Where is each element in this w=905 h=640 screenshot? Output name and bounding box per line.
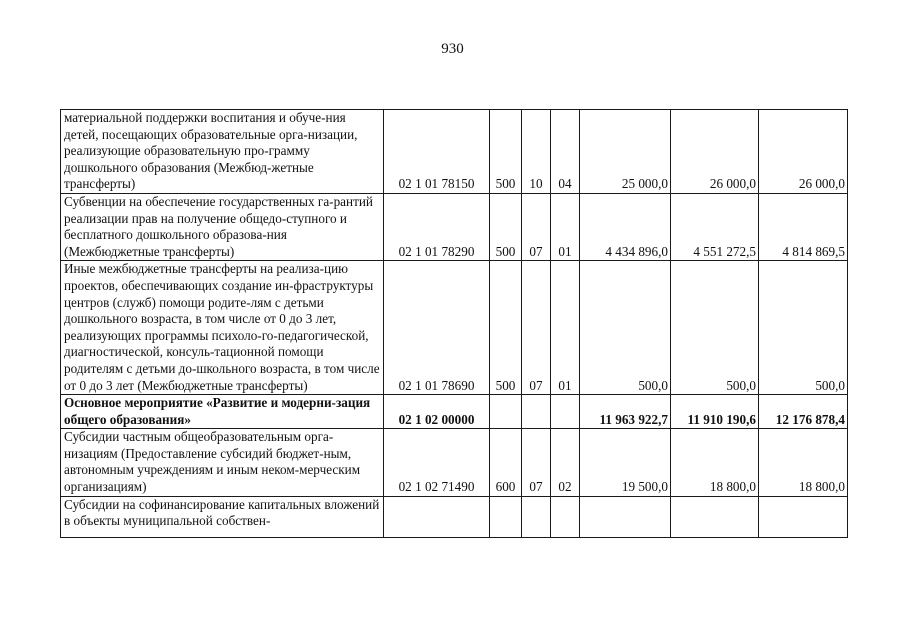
row-amount-year-2: 26 000,0 (671, 110, 759, 194)
row-target-code: 02 1 01 78690 (384, 261, 490, 395)
page-number: 930 (441, 41, 464, 57)
row-subsection: 02 (551, 429, 580, 496)
row-description: Субсидии частным общеобразовательным орга-низациям (Предоставление субсидий бюджет-ным, автономным учреждениям и иным неком-мерческим организациям) (61, 429, 384, 496)
row-section: 07 (522, 261, 551, 395)
row-description: Основное мероприятие «Развитие и модерни-зация общего образования» (61, 395, 384, 429)
row-description: Субвенции на обеспечение государственных га-рантий реализации прав на получение общедо-ступного и бесплатного дошкольного образова-ния (Межбюджетные трансферты) (61, 193, 384, 260)
row-amount-year-3 (759, 496, 848, 537)
row-amount-year-1 (580, 496, 671, 537)
row-amount-year-1: 25 000,0 (580, 110, 671, 194)
row-description: Субсидии на софинансирование капитальных вложений в объекты муниципальной собствен- (61, 496, 384, 537)
row-subsection (551, 496, 580, 537)
row-target-code: 02 1 02 00000 (384, 395, 490, 429)
row-expense-type: 500 (490, 110, 522, 194)
budget-table (60, 109, 848, 538)
table-row-main-activity (61, 395, 848, 429)
row-amount-year-3: 500,0 (759, 261, 848, 395)
row-target-code: 02 1 01 78150 (384, 110, 490, 194)
row-section: 10 (522, 110, 551, 194)
row-target-code: 02 1 02 71490 (384, 429, 490, 496)
row-description: материальной поддержки воспитания и обуче-ния детей, посещающих образовательные орга-низации, реализующие образовательную про-грамму дошкольного образования (Межбюд-жетные трансферты) (61, 110, 384, 194)
row-expense-type: 500 (490, 193, 522, 260)
row-section (522, 395, 551, 429)
row-amount-year-2: 18 800,0 (671, 429, 759, 496)
row-amount-year-1: 4 434 896,0 (580, 193, 671, 260)
row-amount-year-2: 4 551 272,5 (671, 193, 759, 260)
row-section: 07 (522, 193, 551, 260)
row-target-code: 02 1 01 78290 (384, 193, 490, 260)
row-subsection (551, 395, 580, 429)
row-amount-year-1: 11 963 922,7 (580, 395, 671, 429)
row-target-code (384, 496, 490, 537)
table-row (61, 110, 848, 194)
table-row (61, 261, 848, 395)
table-row (61, 429, 848, 496)
row-expense-type: 500 (490, 261, 522, 395)
row-amount-year-2 (671, 496, 759, 537)
row-amount-year-3: 4 814 869,5 (759, 193, 848, 260)
row-amount-year-1: 500,0 (580, 261, 671, 395)
row-section: 07 (522, 429, 551, 496)
row-amount-year-2: 500,0 (671, 261, 759, 395)
row-expense-type (490, 496, 522, 537)
row-section (522, 496, 551, 537)
row-expense-type (490, 395, 522, 429)
row-amount-year-3: 18 800,0 (759, 429, 848, 496)
row-subsection: 01 (551, 193, 580, 260)
row-amount-year-2: 11 910 190,6 (671, 395, 759, 429)
row-expense-type: 600 (490, 429, 522, 496)
row-subsection: 01 (551, 261, 580, 395)
row-amount-year-1: 19 500,0 (580, 429, 671, 496)
table-row (61, 496, 848, 537)
row-amount-year-3: 26 000,0 (759, 110, 848, 194)
row-amount-year-3: 12 176 878,4 (759, 395, 848, 429)
table-row (61, 193, 848, 260)
row-description: Иные межбюджетные трансферты на реализа-цию проектов, обеспечивающих создание ин-фраструктуры центров (служб) помощи родите-лям с детьми дошкольного возраста, в том числе от 0 до 3 лет, реализующих программы психоло-го-педагогической, диагностической, консуль-тационной помощи родителям с детьми до-школьного возраста, в том числе от 0 до 3 лет (Межбюджетные трансферты) (61, 261, 384, 395)
row-subsection: 04 (551, 110, 580, 194)
